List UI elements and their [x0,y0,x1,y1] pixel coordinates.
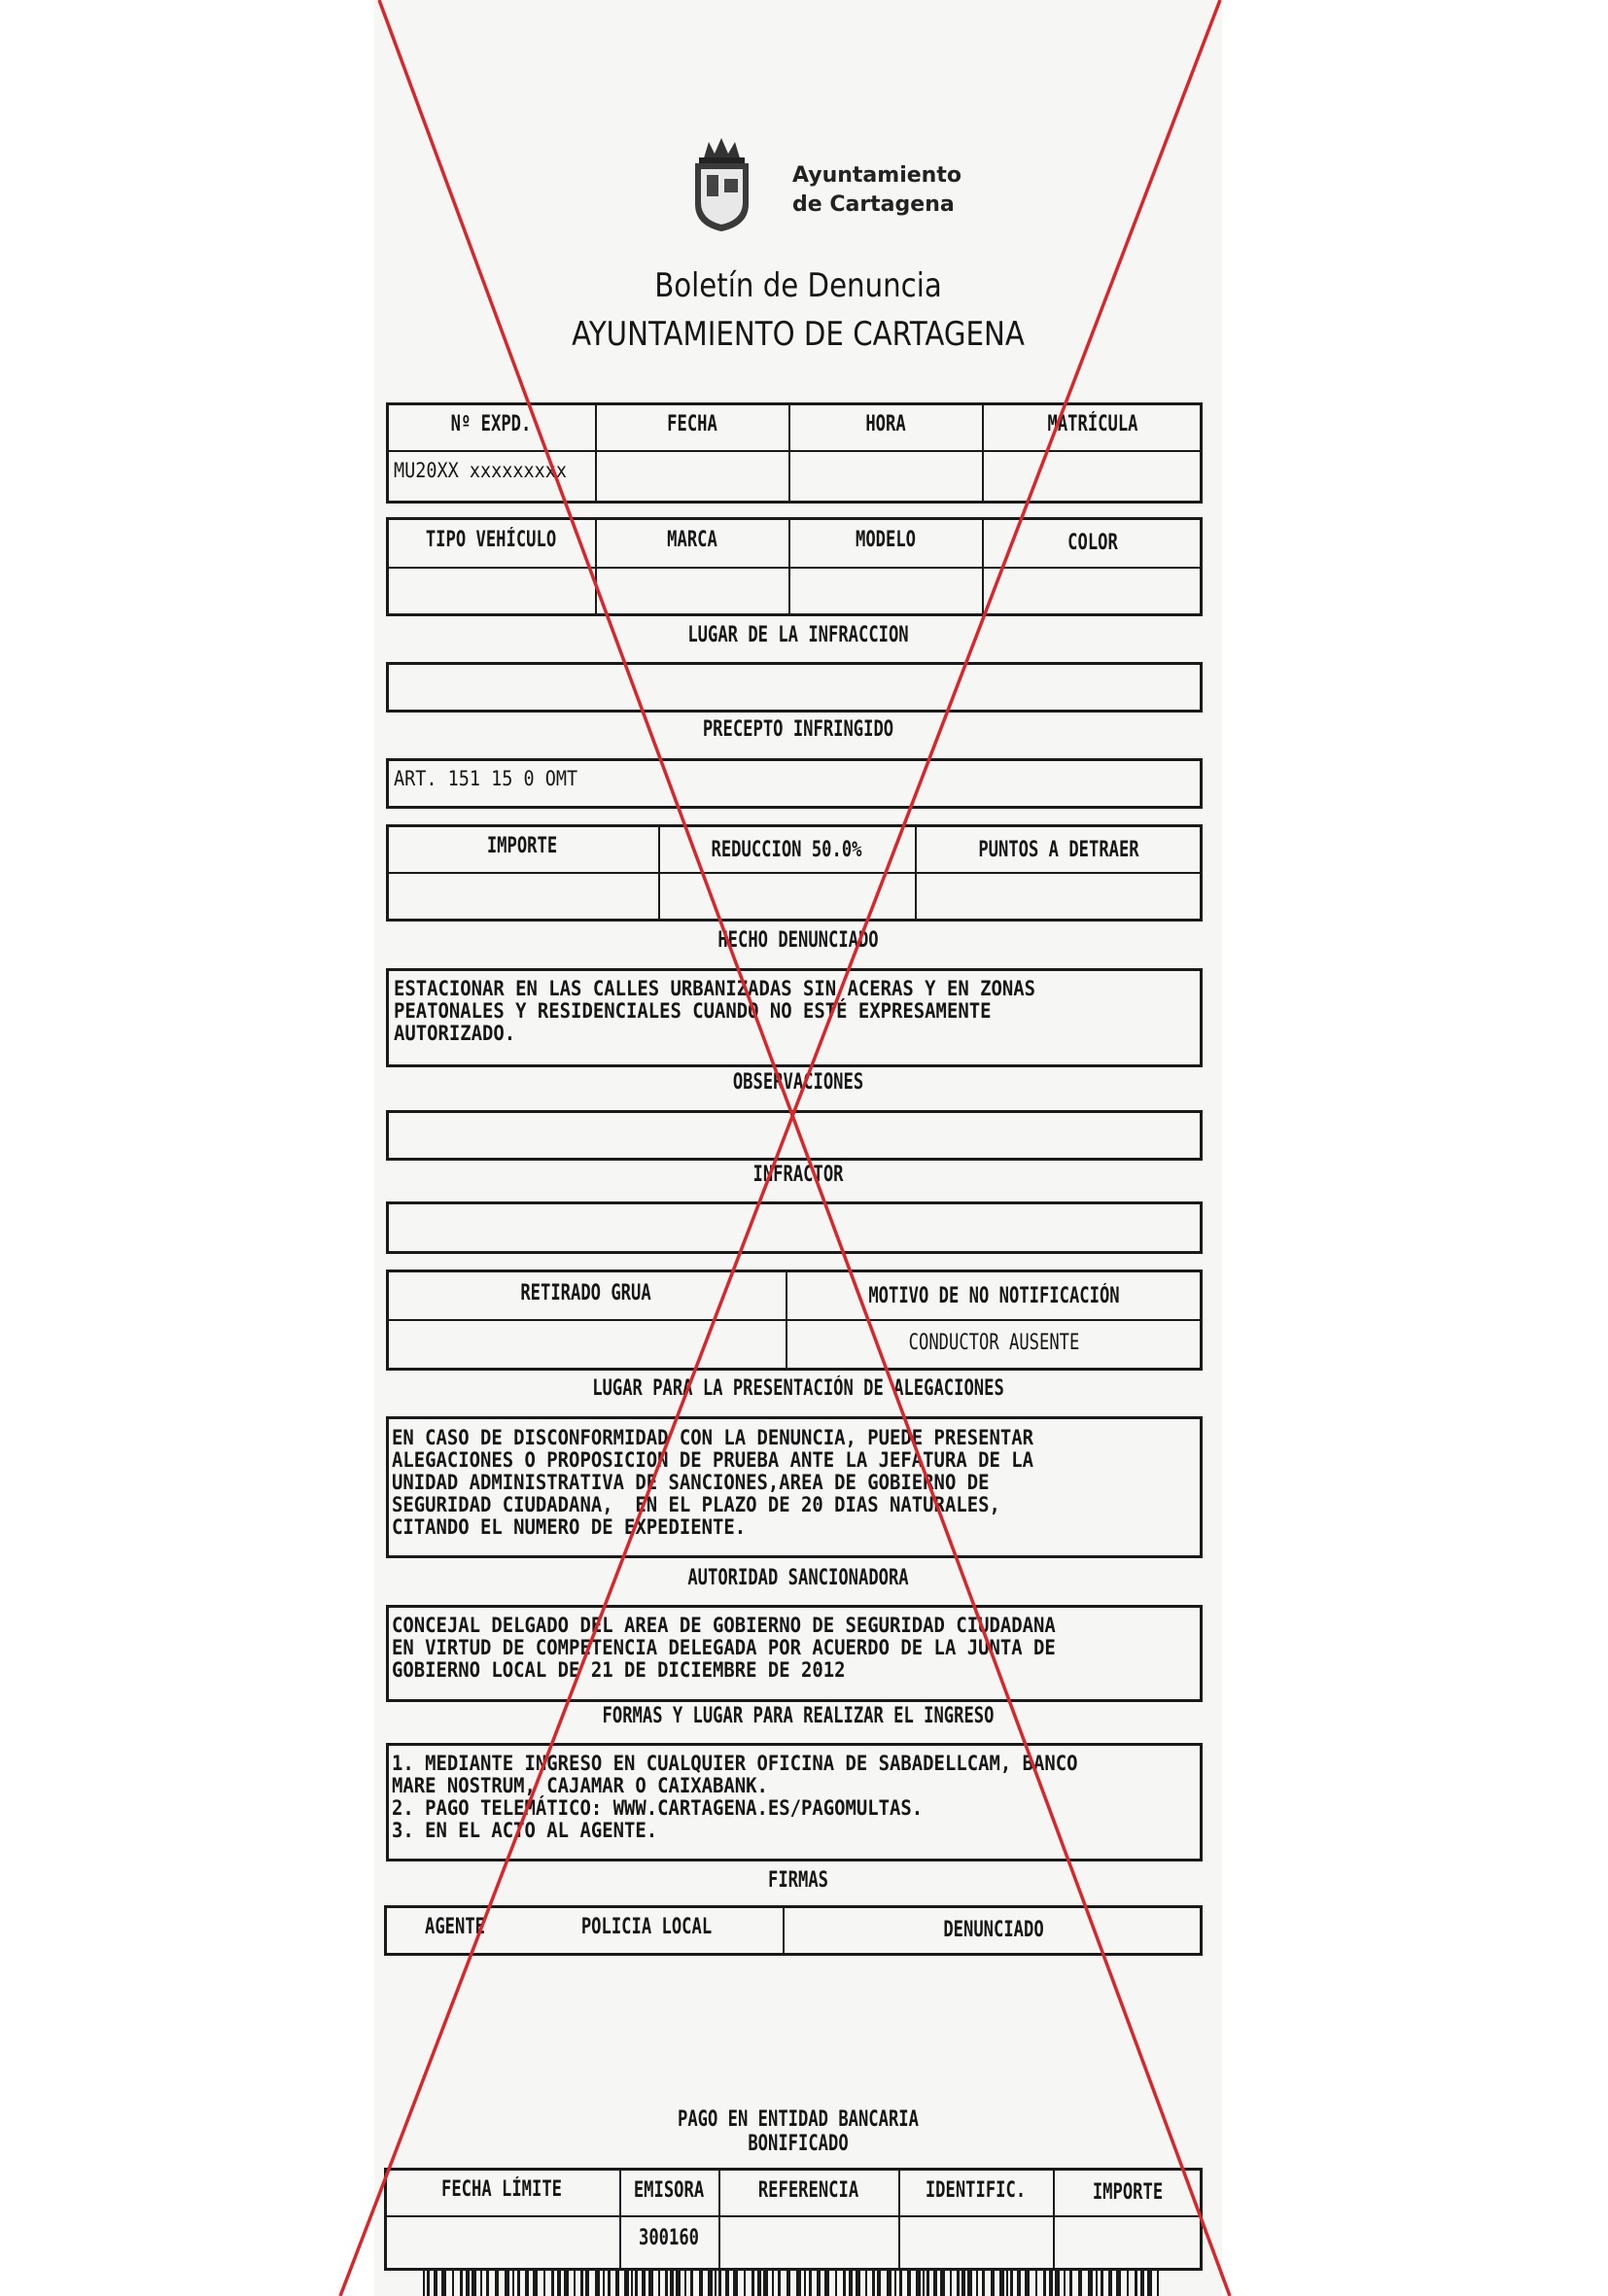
referencia-label: REFERENCIA [757,2178,859,2203]
formas-label: FORMAS Y LUGAR PARA REALIZAR EL INGRESO [602,1704,995,1728]
modelo-label: MODELO [855,528,916,552]
autoridad-text: CONCEJAL DELGADO AREA DE GOBIERNO DE SEGURIDAD CIUDADANA EN VIRTUD DE COMPETENCIA DELEGADA POR ACUERDO DE LA JUNTA DE GOBIERNO LOCAL DE 21 DE DICIEMBRE DE 2012 [392,1614,1056,1682]
expd-label: Nº EXPD. [450,412,532,436]
fecha-limite-label: FECHA LÍMITE [441,2177,562,2202]
reduccion-label: REDUCCION 50.0% [711,838,862,862]
agente-label: AGENTE [424,1915,485,1939]
tipo-vehiculo-label: TIPO VEHÍCULO [425,528,557,552]
motivo-value: CONDUCTOR AUSENTE [908,1331,1080,1355]
color-label: COLOR [1067,531,1118,555]
precepto-value: ART. 151 15 0 OMT [394,767,578,790]
importe-label: IMPORTE [486,834,558,858]
infractor-label: INFRACTOR [752,1163,844,1187]
marca-label: MARCA [667,528,717,552]
pago-subtitle: BONIFICADO [748,2132,849,2156]
policia-local-label: POLICIA LOCAL [580,1915,713,1939]
hecho-label: HECHO DENUNCIADO [717,928,879,953]
alegaciones-text: EN CASO DE DISCONFORMIDAD CON LA DENUNCIA, PUEDE PRESENTAR ALEGACIONES O PROPOSICION DE PRUEBA ANTE LA JEFATURA DE LA UNIDAD ADMINISTRATIVA DE SANCIONES,AREA DE GOBIERNO DE SEGURIDAD CIUDADANA, EN EL PLAZO DE 20 DIAS NATURALES, CITANDO EL NUMERO DE EXPEDIENTE. [392,1426,1033,1539]
matricula-label: MATRÍCULA [1047,412,1138,436]
hecho-text: ESTACIONAR EN LAS CALLES URBANIZADAS SIN ACERAS Y EN ZONAS PEATONALES Y RESIDENCIALES CUANDO NO ESTÉ EXPRESAMENTE AUTORIZADO. [394,977,1035,1045]
alegaciones-label: LUGAR PARA LA PRESENTACIÓN DE ALEGACIONES [592,1376,1004,1401]
puntos-label: PUNTOS A DETRAER [978,838,1139,862]
lugar-infraccion-label: LUGAR DE LA INFRACCION [687,623,909,647]
formas-text: 1. MEDIANTE INGRESO EN CUALQUIER OFICINA DE SABADELLCAM, BANCO MARE NOSTRUM, CAJAMAR O CAIXABANK. 2. PAGO TELEMÁTICO: WWW.CARTAGENA.ES/PAGOMULTAS. 3. EN EL ACTO AL AGENTE. [392,1752,1078,1842]
identific-label: IDENTIFIC. [925,2178,1027,2203]
pago-title: PAGO EN ENTIDAD BANCARIA [678,2107,919,2132]
emisora-value: 300160 [638,2226,699,2250]
firmas-label: FIRMAS [767,1868,828,1893]
document-title: Boletín de Denuncia [654,266,942,305]
brand-line-1: Ayuntamiento [792,163,961,188]
brand-line-2: de Cartagena [792,192,955,217]
observaciones-label: OBSERVACIONES [732,1070,864,1095]
precepto-label: PRECEPTO INFRINGIDO [702,717,894,742]
fecha-label: FECHA [667,412,717,436]
autoridad-label: AUTORIDAD SANCIONADORA [687,1566,909,1590]
retirado-grua-label: RETIRADO GRUA [520,1281,651,1305]
hora-label: HORA [865,412,906,436]
emisora-label: EMISORA [633,2178,705,2203]
importe-pago-label: IMPORTE [1092,2180,1164,2205]
motivo-label: MOTIVO DE NO NOTIFICACIÓN [868,1284,1120,1308]
document-subtitle: AYUNTAMIENTO DE CARTAGENA [572,315,1025,354]
expd-value: MU20XX xxxxxxxxx [394,459,568,482]
denunciado-label: DENUNCIADO [943,1918,1044,1942]
